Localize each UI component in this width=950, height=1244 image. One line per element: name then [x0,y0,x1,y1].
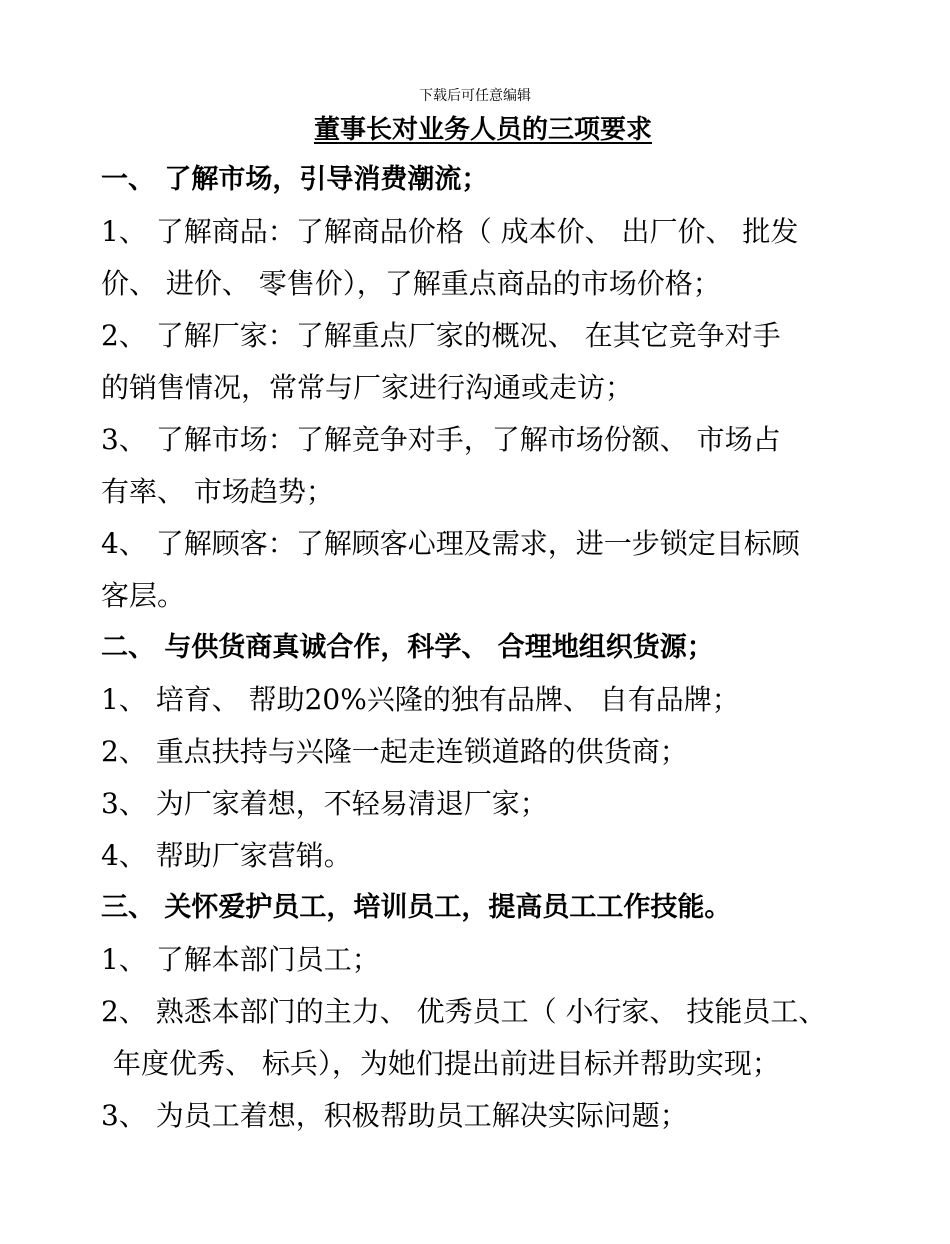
section-heading-3: 三、 关怀爱护员工，培训员工，提高员工工作技能。 [101,892,732,923]
body-line: 1、 了解本部门员工； [101,943,380,976]
body-line: 1、 了解商品：了解商品价格（ 成本价、 出厂价、 批发 [101,215,799,248]
body-line: 价、 进价、 零售价），了解重点商品的市场价格； [101,267,721,300]
body-line: 年度优秀、 标兵），为她们提出前进目标并帮助实现； [113,1047,780,1080]
body-line: 的销售情况，常常与厂家进行沟通或走访； [101,371,634,404]
body-line: 3、 为员工着想，积极帮助员工解决实际问题； [101,1099,688,1132]
body-line: 4、 了解顾客：了解顾客心理及需求，进一步锁定目标顾 [101,527,800,560]
body-line: 3、 为厂家着想，不轻易清退厂家； [101,787,548,820]
body-line: 4、 帮助厂家营销。 [101,839,352,872]
body-line: 客层。 [101,579,186,612]
document-title-text: 董事长对业务人员的三项要求 [313,115,652,145]
body-line: 1、 培育、 帮助20%兴隆的独有品牌、 自有品牌； [101,683,740,716]
body-line: 2、 了解厂家：了解重点厂家的概况、 在其它竞争对手 [101,319,781,352]
body-line: 2、 重点扶持与兴隆一起走连锁道路的供货商； [101,735,688,768]
header-note: 下载后可任意编辑 [419,88,531,104]
document-title [0,110,950,150]
section-heading-1: 一、 了解市场，引导消费潮流； [101,164,489,195]
body-line: 有率、 市场趋势； [101,475,334,508]
section-heading-2: 二、 与供货商真诚合作，科学、 合理地组织货源； [101,632,714,663]
body-line: 2、 熟悉本部门的主力、 优秀员工（ 小行家、 技能员工、 [101,995,827,1028]
body-line: 3、 了解市场：了解竞争对手，了解市场份额、 市场占 [101,423,781,456]
